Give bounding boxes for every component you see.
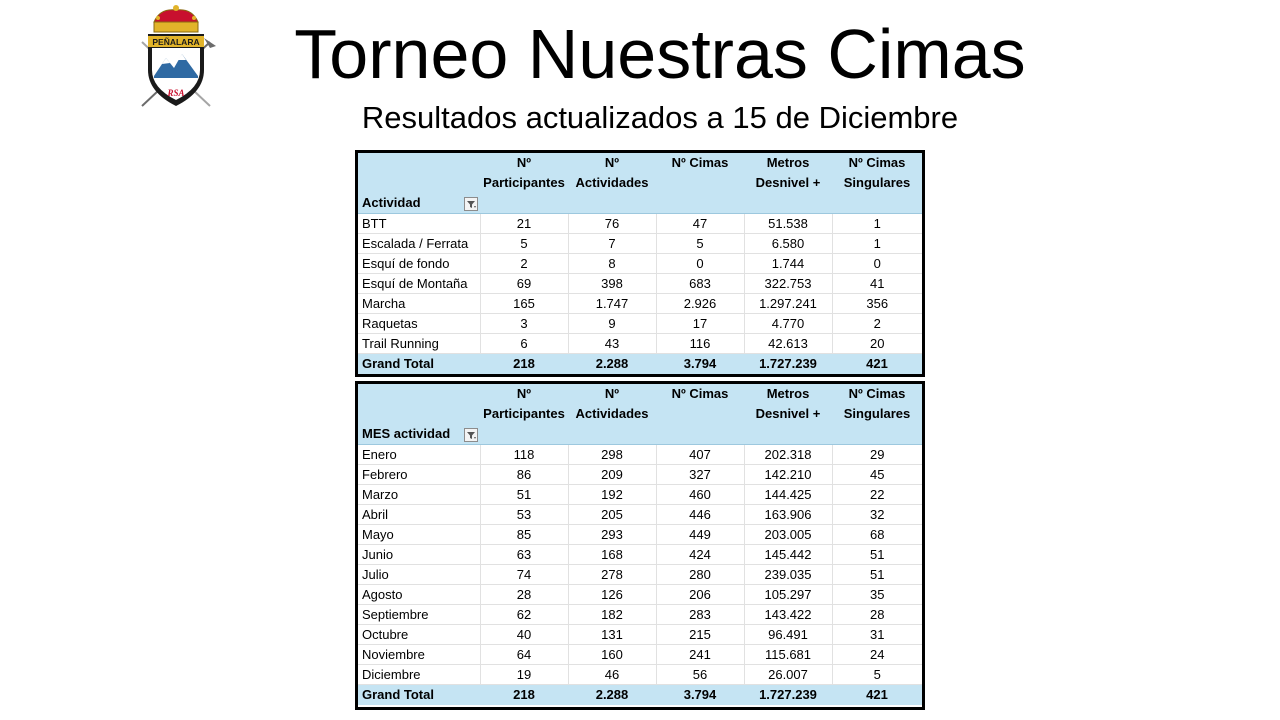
row-label-cell: Esquí de Montaña (358, 274, 480, 294)
value-cell: 424 (656, 545, 744, 565)
table-row (358, 545, 922, 565)
table-row (358, 445, 922, 465)
value-cell: 168 (568, 545, 656, 565)
value-cell: 163.906 (744, 505, 832, 525)
value-cell: 206 (656, 585, 744, 605)
value-cell: 356 (832, 294, 922, 314)
row-label-cell: Octubre (358, 625, 480, 645)
pivot-table-actividad (355, 150, 925, 377)
value-cell: 143.422 (744, 605, 832, 625)
value-cell: 5 (480, 234, 568, 254)
value-cell: 51.538 (744, 214, 832, 234)
value-cell: 278 (568, 565, 656, 585)
value-cell: 327 (656, 465, 744, 485)
grand-total-value: 421 (832, 685, 922, 706)
page-title: Torneo Nuestras Cimas (294, 15, 1026, 93)
value-cell: 118 (480, 445, 568, 465)
column-header (744, 384, 832, 445)
header-text: Nº (516, 155, 532, 170)
page-subtitle: Resultados actualizados a 15 de Diciembre (361, 100, 959, 135)
value-cell: 446 (656, 505, 744, 525)
row-label-cell: Junio (358, 545, 480, 565)
table-row (358, 234, 922, 254)
value-cell: 126 (568, 585, 656, 605)
value-cell: 202.318 (744, 445, 832, 465)
column-header (832, 153, 922, 214)
table-row (358, 565, 922, 585)
header-text: Actividades (575, 406, 649, 421)
value-cell: 1.297.241 (744, 294, 832, 314)
column-header (656, 384, 744, 445)
value-cell: 398 (568, 274, 656, 294)
value-cell: 47 (656, 214, 744, 234)
value-cell: 9 (568, 314, 656, 334)
row-label-cell: Febrero (358, 465, 480, 485)
value-cell: 76 (568, 214, 656, 234)
row-label-cell: Abril (358, 505, 480, 525)
header-text: Nº Cimas (848, 386, 906, 401)
value-cell: 32 (832, 505, 922, 525)
column-header (744, 153, 832, 214)
filter-dropdown-icon[interactable] (464, 197, 478, 211)
value-cell: 182 (568, 605, 656, 625)
grand-total-value: 3.794 (656, 354, 744, 375)
grand-total-value: 1.727.239 (744, 354, 832, 375)
table-row (358, 465, 922, 485)
value-cell: 1.744 (744, 254, 832, 274)
value-cell: 293 (568, 525, 656, 545)
header-text: Metros (766, 386, 810, 401)
table-row (358, 294, 922, 314)
value-cell: 22 (832, 485, 922, 505)
row-label-cell: Enero (358, 445, 480, 465)
value-cell: 145.442 (744, 545, 832, 565)
value-cell: 53 (480, 505, 568, 525)
header-text: Nº Cimas (671, 155, 729, 170)
logo-monogram: RSA (167, 88, 185, 98)
header-text: Singulares (843, 175, 911, 190)
header-text: Actividad (362, 195, 421, 210)
grand-total-value: 2.288 (568, 354, 656, 375)
column-header (656, 153, 744, 214)
value-cell: 41 (832, 274, 922, 294)
value-cell: 209 (568, 465, 656, 485)
value-cell: 1 (832, 234, 922, 254)
value-cell: 28 (480, 585, 568, 605)
header-text: Nº Cimas (848, 155, 906, 170)
value-cell: 31 (832, 625, 922, 645)
value-cell: 51 (832, 565, 922, 585)
header-text: Nº Cimas (671, 386, 729, 401)
grand-total-value: 1.727.239 (744, 685, 832, 706)
value-cell: 43 (568, 334, 656, 354)
grand-total-label: Grand Total (358, 354, 480, 375)
table-row (358, 645, 922, 665)
grand-total-label: Grand Total (358, 685, 480, 706)
value-cell: 69 (480, 274, 568, 294)
mes-table (358, 384, 922, 705)
value-cell: 96.491 (744, 625, 832, 645)
value-cell: 19 (480, 665, 568, 685)
row-label-cell: Raquetas (358, 314, 480, 334)
table-row (358, 314, 922, 334)
row-label-cell: Esquí de fondo (358, 254, 480, 274)
value-cell: 2 (832, 314, 922, 334)
header-text: MES actividad (362, 426, 451, 441)
value-cell: 51 (832, 545, 922, 565)
value-cell: 42.613 (744, 334, 832, 354)
value-cell: 407 (656, 445, 744, 465)
value-cell: 4.770 (744, 314, 832, 334)
value-cell: 0 (656, 254, 744, 274)
table-row (358, 665, 922, 685)
grand-total-row (358, 354, 922, 375)
grand-total-value: 2.288 (568, 685, 656, 706)
value-cell: 165 (480, 294, 568, 314)
value-cell: 6.580 (744, 234, 832, 254)
table-row (358, 485, 922, 505)
value-cell: 683 (656, 274, 744, 294)
value-cell: 0 (832, 254, 922, 274)
header-text: Participantes (483, 175, 565, 190)
row-label-cell: BTT (358, 214, 480, 234)
row-label-cell: Noviembre (358, 645, 480, 665)
row-label-cell: Mayo (358, 525, 480, 545)
value-cell: 322.753 (744, 274, 832, 294)
table-row (358, 505, 922, 525)
header-row (358, 384, 922, 445)
value-cell: 3 (480, 314, 568, 334)
row-label-header (358, 153, 480, 214)
header-row (358, 153, 922, 214)
table-row (358, 214, 922, 234)
value-cell: 24 (832, 645, 922, 665)
value-cell: 205 (568, 505, 656, 525)
table-row (358, 254, 922, 274)
header-text: Nº (604, 386, 620, 401)
value-cell: 298 (568, 445, 656, 465)
value-cell: 45 (832, 465, 922, 485)
value-cell: 280 (656, 565, 744, 585)
header-text: Metros (766, 155, 810, 170)
value-cell: 203.005 (744, 525, 832, 545)
row-label-cell: Escalada / Ferrata (358, 234, 480, 254)
row-label-cell: Diciembre (358, 665, 480, 685)
pivot-table-mes (355, 381, 925, 710)
header-text: Actividades (575, 175, 649, 190)
header-text: Desnivel + (755, 406, 821, 421)
value-cell: 63 (480, 545, 568, 565)
grand-total-value: 3.794 (656, 685, 744, 706)
value-cell: 241 (656, 645, 744, 665)
table-row (358, 525, 922, 545)
value-cell: 460 (656, 485, 744, 505)
table-row (358, 625, 922, 645)
grand-total-value: 218 (480, 685, 568, 706)
row-label-cell: Marcha (358, 294, 480, 314)
value-cell: 40 (480, 625, 568, 645)
value-cell: 64 (480, 645, 568, 665)
value-cell: 115.681 (744, 645, 832, 665)
value-cell: 2.926 (656, 294, 744, 314)
grand-total-value: 421 (832, 354, 922, 375)
value-cell: 160 (568, 645, 656, 665)
column-header (480, 153, 568, 214)
actividad-table (358, 153, 922, 374)
value-cell: 28 (832, 605, 922, 625)
value-cell: 192 (568, 485, 656, 505)
header-text: Desnivel + (755, 175, 821, 190)
value-cell: 21 (480, 214, 568, 234)
header-text: Nº (516, 386, 532, 401)
value-cell: 131 (568, 625, 656, 645)
value-cell: 1.747 (568, 294, 656, 314)
table-row (358, 334, 922, 354)
value-cell: 26.007 (744, 665, 832, 685)
column-header (832, 384, 922, 445)
row-label-cell: Julio (358, 565, 480, 585)
value-cell: 51 (480, 485, 568, 505)
value-cell: 35 (832, 585, 922, 605)
grand-total-row (358, 685, 922, 706)
value-cell: 74 (480, 565, 568, 585)
column-header (568, 384, 656, 445)
value-cell: 215 (656, 625, 744, 645)
header-text: Participantes (483, 406, 565, 421)
value-cell: 17 (656, 314, 744, 334)
table-row (358, 605, 922, 625)
value-cell: 8 (568, 254, 656, 274)
value-cell: 5 (832, 665, 922, 685)
value-cell: 5 (656, 234, 744, 254)
value-cell: 283 (656, 605, 744, 625)
logo-text: PEÑALARA (152, 37, 200, 47)
value-cell: 449 (656, 525, 744, 545)
row-label-header (358, 384, 480, 445)
value-cell: 46 (568, 665, 656, 685)
row-label-cell: Marzo (358, 485, 480, 505)
value-cell: 144.425 (744, 485, 832, 505)
column-header (480, 384, 568, 445)
value-cell: 142.210 (744, 465, 832, 485)
value-cell: 7 (568, 234, 656, 254)
header-text: Nº (604, 155, 620, 170)
filter-dropdown-icon[interactable] (464, 428, 478, 442)
value-cell: 85 (480, 525, 568, 545)
value-cell: 2 (480, 254, 568, 274)
value-cell: 116 (656, 334, 744, 354)
value-cell: 62 (480, 605, 568, 625)
value-cell: 56 (656, 665, 744, 685)
value-cell: 68 (832, 525, 922, 545)
row-label-cell: Septiembre (358, 605, 480, 625)
row-label-cell: Trail Running (358, 334, 480, 354)
column-header (568, 153, 656, 214)
value-cell: 86 (480, 465, 568, 485)
value-cell: 239.035 (744, 565, 832, 585)
row-label-cell: Agosto (358, 585, 480, 605)
value-cell: 20 (832, 334, 922, 354)
value-cell: 29 (832, 445, 922, 465)
table-row (358, 274, 922, 294)
value-cell: 1 (832, 214, 922, 234)
value-cell: 105.297 (744, 585, 832, 605)
grand-total-value: 218 (480, 354, 568, 375)
header-text: Singulares (843, 406, 911, 421)
table-row (358, 585, 922, 605)
value-cell: 6 (480, 334, 568, 354)
